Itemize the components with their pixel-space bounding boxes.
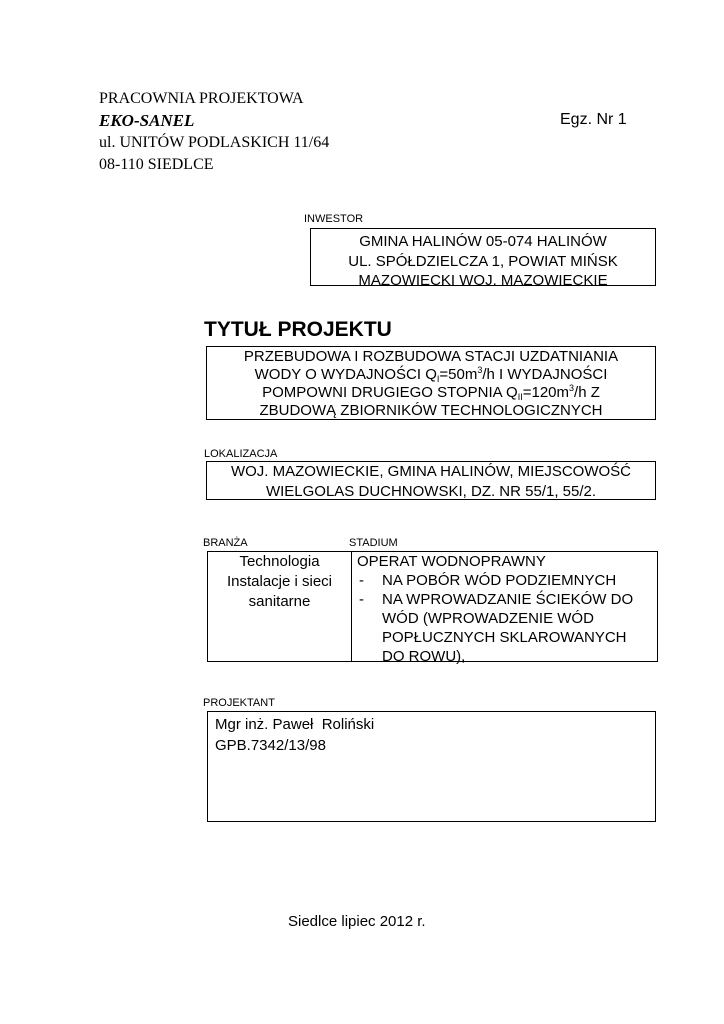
stage-label: STADIUM [349, 537, 398, 549]
designer-label: PROJEKTANT [203, 697, 275, 709]
title-line: ZBUDOWĄ ZBIORNIKÓW TECHNOLOGICZNYCH [259, 402, 603, 419]
stage-item-line: DO ROWU), [382, 648, 466, 665]
stage-item-line: POPŁUCZNYCH SKLAROWANYCH [382, 629, 627, 646]
location-line: WIELGOLAS DUCHNOWSKI, DZ. NR 55/1, 55/2. [265, 482, 597, 500]
location-box [206, 461, 656, 500]
stage-item-line: WÓD (WPROWADZENIE WÓD [382, 610, 594, 627]
title-line: WODY O WYDAJNOŚCI $Q_I=50m^3/h$ I WYDAJNOŚCI [254, 365, 608, 384]
list-dash: - [359, 591, 364, 608]
copy-number: Egz. Nr 1 [560, 111, 627, 128]
project-title-box [206, 346, 656, 420]
investor-label: INWESTOR [304, 213, 364, 225]
stage-cell [353, 552, 657, 666]
stage-item-line: NA POBÓR WÓD PODZIEMNYCH [382, 572, 617, 589]
stage-item [357, 590, 657, 666]
branch-line: sanitarne [248, 593, 311, 610]
stage-item [357, 571, 657, 590]
location-label: LOKALIZACJA [204, 448, 278, 460]
designer-box [207, 711, 656, 822]
designer-name: Mgr inż. Paweł Roliński [215, 716, 375, 733]
investor-line: UL. SPÓŁDZIELCZA 1, POWIAT MIŃSK [348, 252, 618, 270]
company-name: EKO-SANEL [99, 111, 195, 130]
company-city: 08-110 SIEDLCE [99, 156, 214, 173]
project-title-heading: TYTUŁ PROJEKTU [204, 318, 392, 341]
stage-item-line: NA WPROWADZANIE ŚCIEKÓW DO [382, 591, 634, 608]
branch-cell [208, 552, 352, 661]
investor-line: MAZOWIECKI WOJ. MAZOWIECKIE [358, 272, 608, 289]
branch-stage-table [207, 551, 658, 665]
investor-box [310, 228, 656, 289]
company-type: PRACOWNIA PROJEKTOWA [99, 90, 304, 107]
place-date: Siedlce lipiec 2012 r. [288, 913, 426, 930]
branch-label: BRANŻA [203, 537, 248, 549]
title-line: PRZEBUDOWA I ROZBUDOWA STACJI UZDATNIANIA [243, 348, 619, 365]
company-street: ul. UNITÓW PODLASKICH 11/64 [99, 134, 330, 151]
branch-line: Instalacje i sieci [226, 573, 333, 590]
stage-lead: OPERAT WODNOPRAWNY [357, 553, 546, 570]
title-line: POMPOWNI DRUGIEGO STOPNIA $Q_{II}=120m^3/h$ Z [262, 383, 600, 402]
location-line: WOJ. MAZOWIECKIE, GMINA HALINÓW, MIEJSCOWOŚĆ [230, 463, 632, 480]
designer-license: GPB.7342/13/98 [215, 737, 326, 754]
branch-line: Technologia [239, 553, 320, 570]
list-dash: - [359, 572, 364, 589]
investor-line: GMINA HALINÓW 05-074 HALINÓW [359, 233, 607, 250]
company-header [99, 88, 329, 176]
